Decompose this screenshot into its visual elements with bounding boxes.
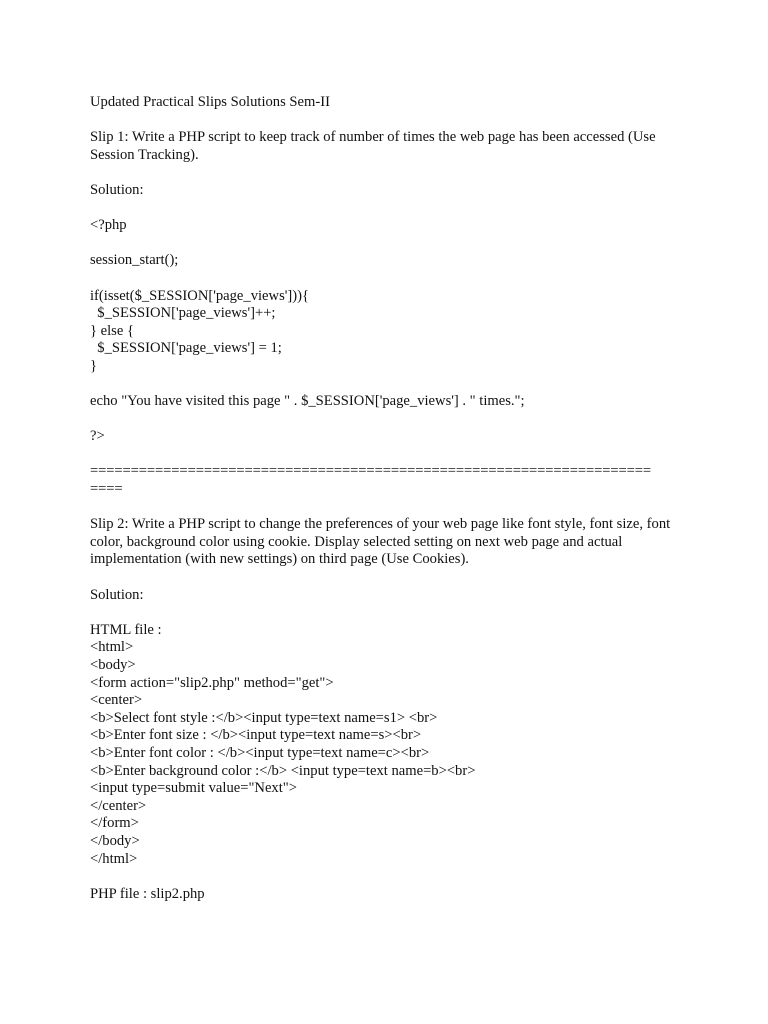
php-file-label: PHP file : slip2.php: [90, 885, 205, 902]
slip2-solution-label: Solution:: [90, 586, 144, 603]
code-line: <body>: [90, 657, 136, 673]
code-line: if(isset($_SESSION['page_views'])){: [90, 287, 309, 304]
code-line: [90, 235, 690, 253]
code-line: session_start();: [90, 252, 179, 269]
code-line: [90, 270, 690, 288]
code-line: </html>: [90, 850, 138, 867]
code-line: <?php: [90, 217, 127, 234]
code-line: }: [90, 357, 98, 374]
code-line: <center>: [90, 692, 143, 709]
html-file-label: HTML file :: [90, 621, 162, 638]
document-page: [90, 94, 690, 903]
slip1-solution-label: Solution:: [90, 181, 144, 198]
separator-line: =====================================================================: [90, 463, 651, 480]
separator-line: ====: [90, 481, 123, 498]
code-line: [90, 411, 690, 429]
code-line: [90, 376, 690, 394]
spacer: [90, 868, 690, 886]
code-line: <b>Enter background color :</b> <input type=text name=b><br>: [90, 762, 476, 779]
code-line: echo "You have visited this page " . $_SESSION['page_views'] . " times.";: [90, 393, 525, 410]
code-line: $_SESSION['page_views']++;: [90, 305, 276, 322]
code-line: </body>: [90, 832, 140, 849]
code-line: <b>Select font style :</b><input type=text name=s1> <br>: [90, 709, 438, 726]
code-line: <b>Enter font size : </b><input type=text name=s><br>: [90, 727, 422, 744]
code-line: ?>: [90, 428, 105, 445]
document-title: Updated Practical Slips Solutions Sem-II: [90, 94, 330, 110]
code-line: </center>: [90, 797, 147, 814]
code-line: <html>: [90, 639, 134, 656]
code-line: </form>: [90, 815, 139, 832]
spacer: [90, 604, 690, 622]
spacer: [90, 200, 690, 218]
code-line: <form action="slip2.php" method="get">: [90, 674, 334, 691]
spacer: [90, 499, 690, 517]
slip1-question: Slip 1: Write a PHP script to keep track of number of times the web page has been accessed (Use Session Tracking).: [90, 129, 656, 163]
spacer: [90, 569, 690, 587]
code-line: } else {: [90, 322, 134, 339]
separator: [90, 463, 690, 498]
spacer: [90, 112, 690, 130]
spacer: [90, 164, 690, 182]
spacer: [90, 446, 690, 464]
slip2-question: Slip 2: Write a PHP script to change the preferences of your web page like font style, font size, font color, background color using cookie. Display selected setting on next web page and actual implementation (with new settings) on third page (Use Cookies).: [90, 516, 671, 568]
code-line: <input type=submit value="Next">: [90, 780, 297, 797]
slip1-code-block: [90, 217, 690, 446]
code-line: <b>Enter font color : </b><input type=text name=c><br>: [90, 744, 430, 761]
slip2-code-block: [90, 639, 690, 868]
code-line: $_SESSION['page_views'] = 1;: [90, 340, 282, 357]
